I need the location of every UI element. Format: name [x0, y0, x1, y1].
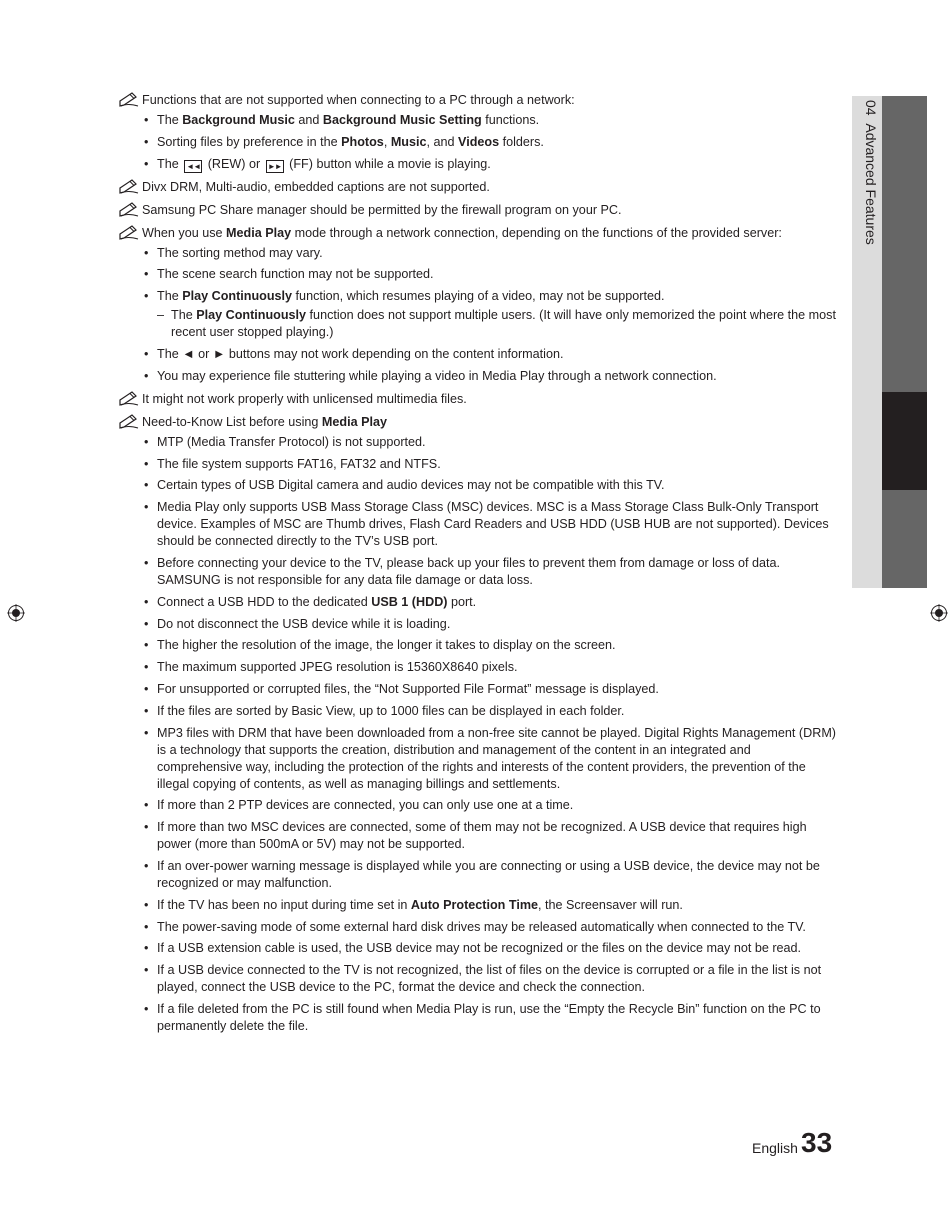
note-text: Functions that are not supported when connecting to a PC through a network: — [142, 93, 575, 107]
note-text — [142, 414, 838, 431]
note-text: Samsung PC Share manager should be permitted by the firewall program on your PC. — [142, 202, 622, 217]
note-text: Divx DRM, Multi-audio, embedded captions are not supported. — [142, 179, 490, 194]
text-run: If the files are sorted by Basic View, up to 1000 files can be displayed in each folder. — [157, 703, 625, 718]
bullet-item — [142, 434, 838, 451]
note-text: It might not work properly with unlicensed multimedia files. — [142, 391, 467, 406]
chapter-title: Advanced Features — [863, 123, 879, 245]
bold-term: Play Continuously — [182, 289, 293, 304]
text-run: If more than two MSC devices are connected, some of them may not be recognized. A USB device that requires high power (more than 500mA or 5V) may not be supported. — [157, 820, 807, 852]
note-item — [118, 225, 838, 385]
text-run: Certain types of USB Digital camera and audio devices may not be compatible with this TV. — [157, 478, 665, 493]
note-text — [142, 225, 838, 242]
text-run: When you use — [142, 225, 227, 240]
bullet-item — [142, 368, 838, 385]
bullet-item — [142, 637, 838, 654]
note-item — [118, 202, 838, 219]
text-run: If a file deleted from the PC is still found when Media Play is run, use the “Empty the Recycle Bin” function on the PC to permanently delete the file. — [157, 1001, 821, 1033]
text-run: (REW) or — [204, 156, 264, 171]
bold-term: Auto Protection Time — [410, 897, 539, 912]
bullet-item — [142, 288, 838, 341]
bullet-item — [142, 797, 838, 814]
bullet-item — [142, 266, 838, 283]
registration-mark-icon — [930, 604, 948, 622]
chapter-label — [855, 100, 879, 300]
text-run: function, which resumes playing of a video, may not be supported. — [292, 289, 665, 304]
bullet-item — [142, 456, 838, 473]
sidebar-active-marker — [882, 392, 927, 490]
registration-mark-icon — [7, 604, 25, 622]
note-pencil-icon — [118, 177, 140, 195]
bullet-item — [142, 819, 838, 853]
text-run: Before connecting your device to the TV, please back up your files to prevent them from damage or loss of data. SAMSUNG is not responsible for any data file damage or data loss. — [157, 555, 781, 587]
text-run: functions. — [481, 113, 540, 127]
bullet-item — [142, 555, 838, 589]
text-run: , the Screensaver will run. — [538, 897, 683, 912]
text-run: You may experience file stuttering while playing a video in Media Play through a network connection. — [157, 368, 717, 383]
text-run: If a USB extension cable is used, the USB device may not be recognized or the files on the device may not be read. — [157, 941, 802, 956]
bullet-item — [142, 134, 838, 151]
text-run: Connect a USB HDD to the dedicated — [157, 594, 372, 609]
text-run: mode through a network connection, depending on the functions of the provided server: — [291, 225, 782, 240]
text-run: MTP (Media Transfer Protocol) is not supported. — [157, 434, 426, 449]
bullet-item — [142, 962, 838, 996]
bullet-list — [142, 434, 838, 1035]
bullet-item — [142, 156, 838, 173]
bold-term: Photos — [341, 134, 384, 149]
text-run: The scene search function may not be supported. — [157, 267, 434, 282]
text-run: port. — [447, 594, 477, 609]
text-run: The ◄ or ► buttons may not work depending on the content information. — [157, 346, 564, 361]
bullet-item — [142, 725, 838, 793]
sub-bullet-item — [157, 307, 838, 341]
bullet-item — [142, 897, 838, 914]
text-run: The power-saving mode of some external hard disk drives may be released automatically when connected to the TV. — [157, 919, 806, 934]
bullet-item — [142, 245, 838, 262]
note-pencil-icon — [118, 412, 140, 430]
text-run: Need-to-Know List before using — [142, 414, 322, 429]
bold-term: Media Play — [226, 225, 292, 240]
text-run: The maximum supported JPEG resolution is 15360X8640 pixels. — [157, 660, 518, 675]
bullet-item — [142, 940, 838, 957]
bold-term: Background Music Setting — [322, 113, 482, 127]
bold-term: Media Play — [321, 414, 388, 429]
bullet-item — [142, 346, 838, 363]
bullet-item — [142, 616, 838, 633]
text-run: If more than 2 PTP devices are connected, you can only use one at a time. — [157, 798, 574, 813]
bold-term: Music — [390, 134, 427, 149]
bold-term: Play Continuously — [196, 308, 307, 323]
text-run: The sorting method may vary. — [157, 245, 323, 260]
text-run: The file system supports FAT16, FAT32 and NTFS. — [157, 456, 441, 471]
bullet-item — [142, 858, 838, 892]
text-run: , — [383, 134, 391, 149]
text-run: If an over-power warning message is displayed while you are connecting or using a USB device, the device may not be recognized or may malfunction. — [157, 858, 820, 890]
text-run: and — [294, 113, 323, 127]
bullet-item — [142, 659, 838, 676]
text-run: MP3 files with DRM that have been downloaded from a non-free site cannot be played. Digital Rights Management (DRM) is a technology that supports the creation, distribution and management of the content in an integrated and comprehensive way, including the protection of the rights and interests of the content providers, the prevention of the illegal copying of contents, as well as managing billings and settlements. — [157, 725, 836, 791]
bullet-item — [142, 477, 838, 494]
note-item — [118, 179, 838, 196]
text-run: Sorting files by preference in the — [157, 134, 342, 149]
text-run: , and — [426, 134, 459, 149]
text-run: The — [171, 308, 197, 323]
bullet-item — [142, 919, 838, 936]
bold-term: USB 1 (HDD) — [371, 594, 448, 609]
text-run: For unsupported or corrupted files, the “Not Supported File Format” message is displayed. — [157, 681, 659, 696]
text-run: The — [157, 156, 183, 171]
remote-button-icon: ►► — [266, 160, 284, 173]
text-run: If a USB device connected to the TV is not recognized, the list of files on the device is corrupted or a file in the list is not played, connect the USB device to the PC, format the device and check the connection. — [157, 963, 822, 995]
bullet-item — [142, 499, 838, 550]
bullet-item — [142, 703, 838, 720]
bold-term: Videos — [458, 134, 500, 149]
footer-language: English — [752, 1140, 798, 1156]
text-run: function does not support multiple users. (It will have only memorized the point where the most recent user stopped playing.) — [171, 308, 836, 340]
bullet-item — [142, 112, 838, 129]
bullet-item — [142, 1001, 838, 1035]
note-item — [118, 414, 838, 1035]
manual-content — [118, 92, 838, 1041]
text-run: Do not disconnect the USB device while it is loading. — [157, 616, 451, 631]
bullet-item — [142, 594, 838, 611]
bullet-list — [142, 112, 838, 173]
chapter-number: 04 — [863, 100, 879, 116]
text-run: The — [157, 113, 183, 127]
sidebar-chapter-bar — [882, 96, 927, 588]
note-item — [118, 391, 838, 408]
text-run: Media Play only supports USB Mass Storage Class (MSC) devices. MSC is a Mass Storage Class Bulk-Only Transport device. Examples of MSC are Thumb drives, Flash Card Readers and USB HDD (USB HUB are not supported). Devices should be connected directly to the TV’s USB port. — [157, 500, 829, 549]
note-pencil-icon — [118, 223, 140, 241]
text-run: The — [157, 289, 183, 304]
text-run: If the TV has been no input during time set in — [157, 897, 411, 912]
bullet-list — [142, 245, 838, 385]
note-pencil-icon — [118, 389, 140, 407]
bold-term: Background Music — [182, 113, 295, 127]
text-run: The higher the resolution of the image, the longer it takes to display on the screen. — [157, 638, 616, 653]
text-run: folders. — [499, 134, 544, 149]
text-run: (FF) button while a movie is playing. — [285, 156, 491, 171]
remote-button-icon: ◄◄ — [184, 160, 202, 173]
note-item — [118, 92, 838, 173]
note-pencil-icon — [118, 90, 140, 108]
bullet-item — [142, 681, 838, 698]
page-number: 33 — [801, 1127, 833, 1158]
note-pencil-icon — [118, 200, 140, 218]
